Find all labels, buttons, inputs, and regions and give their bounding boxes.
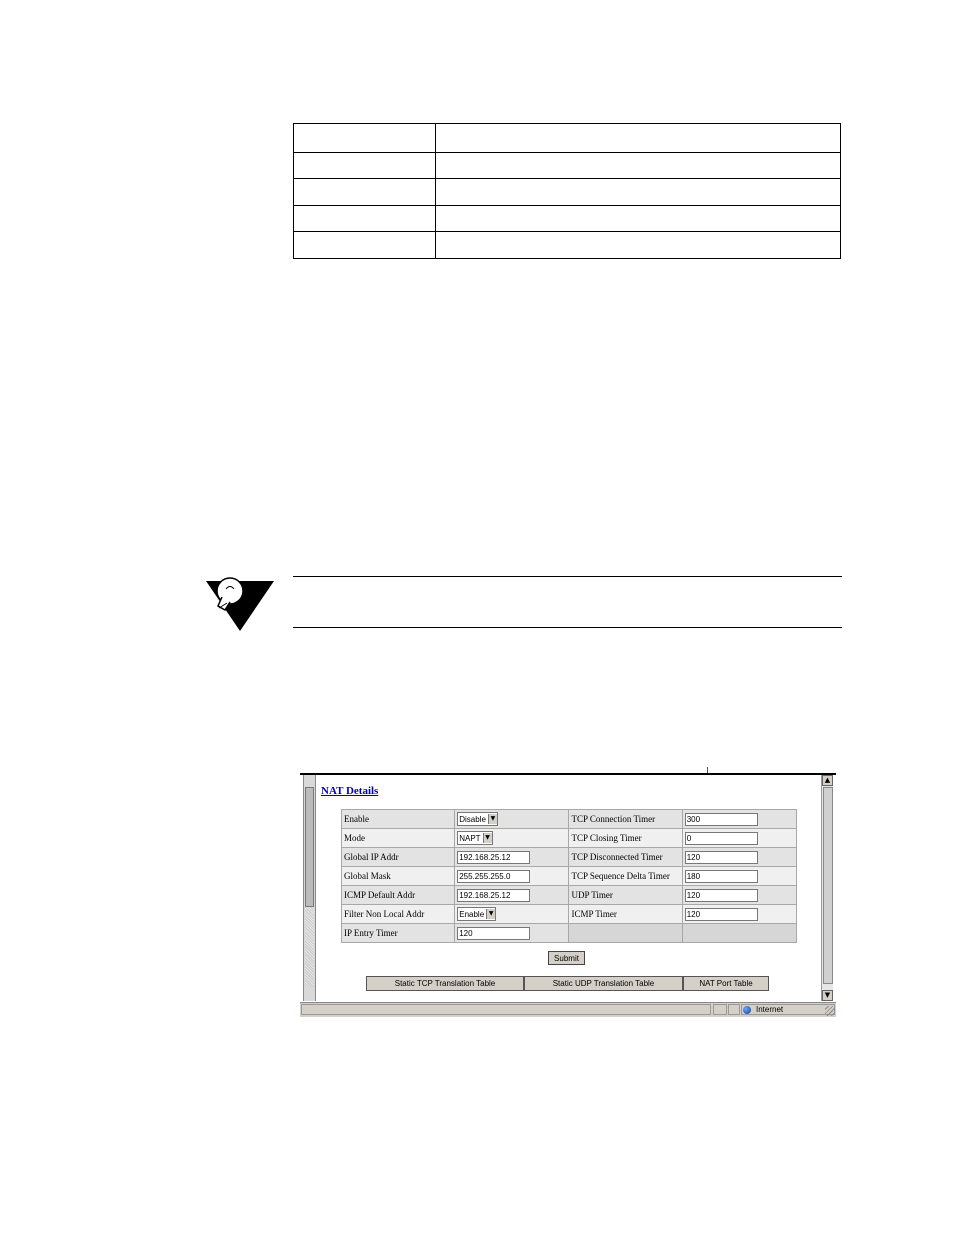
tcp-connection-timer-input[interactable]: 300	[685, 813, 758, 826]
enable-select[interactable]: Disable ▼	[457, 812, 498, 826]
table-buttons	[366, 976, 769, 991]
mode-select[interactable]: NAPT ▼	[457, 831, 492, 845]
nat-settings-table	[341, 809, 797, 943]
table-row	[342, 905, 797, 924]
tcp-disconnected-timer-input[interactable]: 120	[685, 851, 758, 864]
table-row	[342, 924, 797, 943]
dropdown-arrow-icon[interactable]: ▼	[486, 909, 495, 919]
resize-grip[interactable]	[825, 1006, 835, 1016]
global-mask-input[interactable]: 255.255.255.0	[457, 870, 530, 883]
field-label: TCP Sequence Delta Timer	[569, 867, 682, 886]
left-scrollbar[interactable]	[303, 775, 316, 1001]
scroll-thumb[interactable]	[823, 787, 833, 984]
table-header-row	[294, 124, 841, 153]
field-label: Global IP Addr	[342, 848, 455, 867]
tcp-closing-timer-input[interactable]: 0	[685, 832, 758, 845]
static-udp-translation-table-button[interactable]: Static UDP Translation Table	[524, 976, 683, 991]
table-row	[294, 152, 841, 179]
table-row	[342, 886, 797, 905]
reference-table	[293, 123, 841, 259]
vertical-scrollbar[interactable]	[821, 775, 833, 1001]
field-label: TCP Closing Timer	[569, 829, 682, 848]
udp-timer-input[interactable]: 120	[685, 889, 758, 902]
field-label: IP Entry Timer	[342, 924, 455, 943]
table-row	[294, 205, 841, 232]
nat-screenshot	[300, 767, 836, 1018]
page-content	[316, 775, 820, 1001]
note-bottom-rule	[293, 627, 842, 628]
dropdown-arrow-icon[interactable]: ▼	[488, 814, 497, 824]
scroll-up-icon[interactable]: ▲	[822, 775, 833, 786]
field-label: Enable	[342, 810, 455, 829]
field-label: ICMP Timer	[569, 905, 682, 924]
globe-icon	[743, 1006, 751, 1014]
icmp-default-addr-input[interactable]: 192.168.25.12	[457, 889, 530, 902]
ip-entry-timer-input[interactable]: 120	[457, 927, 530, 940]
field-label: UDP Timer	[569, 886, 682, 905]
table-row	[342, 810, 797, 829]
security-zone: Internet	[743, 1004, 783, 1015]
field-label: ICMP Default Addr	[342, 886, 455, 905]
scroll-down-icon[interactable]: ▼	[822, 990, 833, 1001]
submit-button[interactable]: Submit	[548, 951, 585, 965]
table-row	[342, 829, 797, 848]
tcp-sequence-delta-timer-input[interactable]: 180	[685, 870, 758, 883]
table-row	[294, 232, 841, 259]
note-top-rule	[293, 576, 842, 577]
page-title[interactable]: NAT Details	[321, 785, 379, 797]
filter-non-local-addr-select[interactable]: Enable ▼	[457, 907, 496, 921]
global-ip-addr-input[interactable]: 192.168.25.12	[457, 851, 530, 864]
status-bar	[300, 1002, 836, 1017]
icmp-timer-input[interactable]: 120	[685, 908, 758, 921]
dropdown-arrow-icon[interactable]: ▼	[483, 833, 492, 843]
field-label: Mode	[342, 829, 455, 848]
field-label: Filter Non Local Addr	[342, 905, 455, 924]
nat-port-table-button[interactable]: NAT Port Table	[683, 976, 769, 991]
field-label: TCP Connection Timer	[569, 810, 682, 829]
field-label: TCP Disconnected Timer	[569, 848, 682, 867]
table-row	[342, 848, 797, 867]
static-tcp-translation-table-button[interactable]: Static TCP Translation Table	[366, 976, 524, 991]
lightbulb-icon	[206, 575, 274, 631]
table-row	[294, 179, 841, 206]
table-row	[342, 867, 797, 886]
field-label: Global Mask	[342, 867, 455, 886]
